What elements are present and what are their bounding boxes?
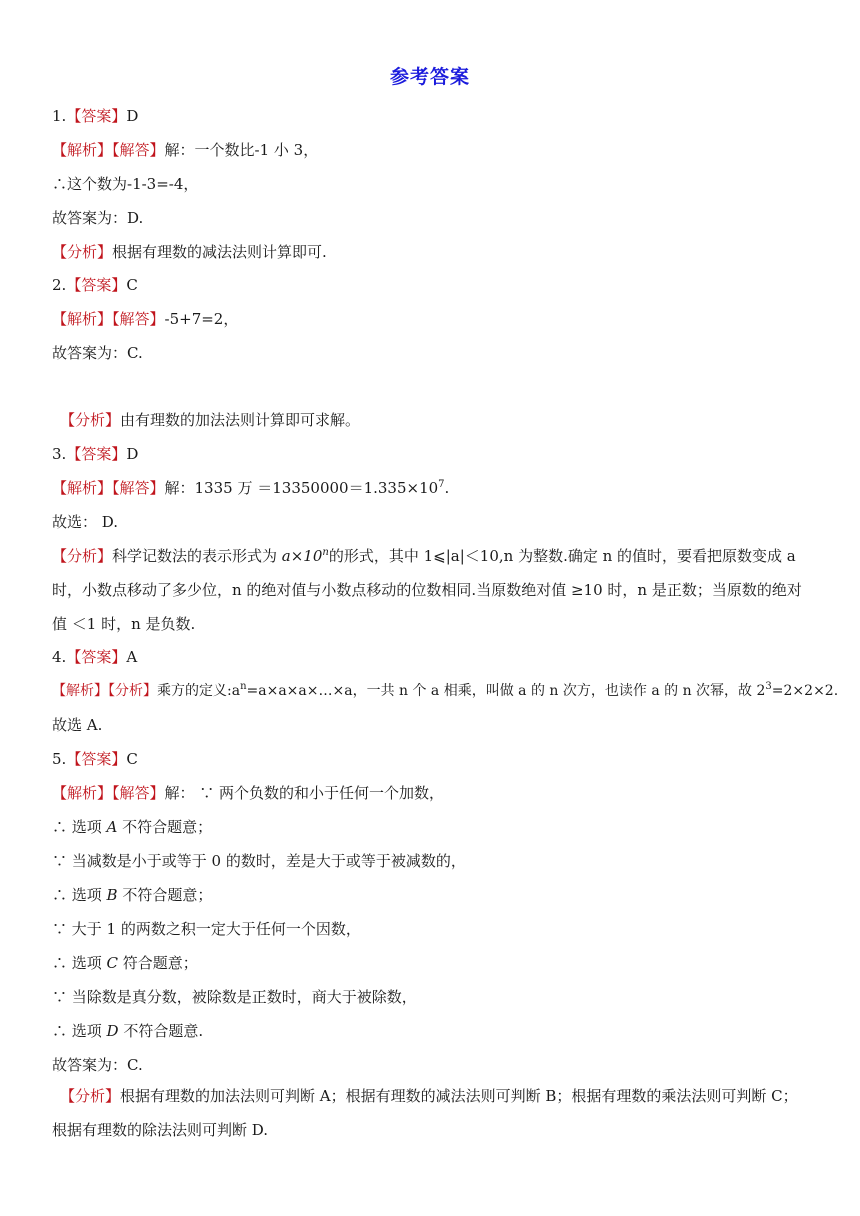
q3-solution-tag: 【解析】【解答】: [52, 479, 165, 497]
q2-analysis-tag: 【分析】: [60, 411, 121, 429]
q3-exponent: 7: [438, 479, 445, 490]
q5-option-c-result: 符合题意；: [118, 954, 198, 972]
q2-analysis-text: 由有理数的加法法则计算即可求解。: [120, 411, 361, 429]
q5-answer: C: [126, 750, 138, 768]
q5-option-b-line: [52, 885, 212, 905]
q3-answer-tag: 【答案】: [66, 445, 127, 463]
q5-analysis-paragraph: [52, 1079, 804, 1147]
q5-option-d-line: [52, 1021, 203, 1041]
q4-solution-text-b: =a×a×a×…×a，一共 n 个 a 相乘，叫做 a 的 n 次方，也读作 a 的 n 次幂，故 2: [246, 683, 766, 699]
q5-option-a-letter: A: [106, 818, 118, 836]
q5-reason-b: ∵ 当减数是小于或等于 0 的数时，差是大于或等于被减数的，: [52, 852, 466, 870]
q1-answer-line: [52, 106, 138, 126]
q4-solution-text-c: =2×2×2.: [771, 683, 839, 699]
q5-option-c-letter: C: [106, 954, 119, 972]
q5-analysis-text: 根据有理数的加法法则可判断 A；根据有理数的减法法则可判断 B；根据有理数的乘法法则可判断 C；根据有理数的除法法则可判断 D.: [52, 1087, 798, 1139]
q3-analysis-tag: 【分析】: [52, 547, 113, 565]
q4-conclusion: 故选 A.: [52, 716, 103, 734]
q1-analysis-tag: 【分析】: [52, 243, 113, 261]
q3-conclusion: 故选： D.: [52, 513, 119, 531]
q1-number: 1.: [52, 107, 67, 125]
q2-number: 2.: [52, 276, 67, 294]
q5-option-a-prefix: ∴ 选项: [52, 818, 107, 836]
q1-solution-tag: 【解析】【解答】: [52, 141, 165, 159]
q4-solution-tag: 【解析】【分析】: [52, 683, 157, 699]
q3-analysis-text-a: 科学记数法的表示形式为: [112, 547, 278, 565]
q3-analysis-text-b: 的形式，其中 1⩽|a|＜10,n 为整数.确定 n 的值时，要看把原数变成 a 时，小数点移动了多少位，n 的绝对值与小数点移动的位数相同.当原数绝对值 ≥10 时，n 是正数；当原数的绝对值 ＜1 时，n 是负数.: [52, 547, 802, 633]
q5-option-b-result: 不符合题意；: [117, 886, 213, 904]
q1-analysis-line: [52, 242, 327, 262]
q5-option-d-letter: D: [106, 1022, 119, 1040]
q3-analysis-formula: a×10: [277, 547, 323, 565]
q2-solution-line: [52, 309, 238, 329]
q2-solution-text: -5+7=2，: [164, 310, 239, 328]
q5-number: 5.: [52, 750, 67, 768]
q5-solution-tag: 【解析】【解答】: [52, 784, 165, 802]
q3-number: 3.: [52, 445, 67, 463]
q5-answer-line: [52, 749, 138, 769]
q4-solution-line: [52, 681, 838, 701]
q1-step: ∴这个数为-1-3=-4，: [52, 175, 199, 193]
q1-analysis-text: 根据有理数的减法法则计算即可.: [112, 243, 327, 261]
q3-solution-line: [52, 478, 449, 498]
q4-exponent-n: n: [240, 681, 247, 692]
q2-analysis-line: [60, 410, 360, 430]
q1-solution-text: 解：一个数比-1 小 3，: [164, 141, 319, 159]
q2-conclusion: 故答案为：C.: [52, 344, 143, 362]
q4-number: 4.: [52, 648, 67, 666]
q5-option-d-result: 不符合题意.: [118, 1022, 204, 1040]
q3-analysis-paragraph: [52, 539, 808, 641]
q5-option-a-line: [52, 817, 212, 837]
q4-exponent-3: 3: [765, 681, 772, 692]
q5-option-c-line: [52, 953, 198, 973]
q5-reason-d: ∵ 当除数是真分数，被除数是正数时，商大于被除数，: [52, 988, 417, 1006]
q1-answer-tag: 【答案】: [66, 107, 127, 125]
q1-conclusion: 故答案为：D.: [52, 209, 144, 227]
q4-answer-tag: 【答案】: [66, 648, 127, 666]
q5-reason-c: ∵ 大于 1 的两数之积一定大于任何一个因数，: [52, 920, 361, 938]
q4-answer-line: [52, 647, 137, 667]
q1-answer: D: [126, 107, 139, 125]
q5-analysis-tag: 【分析】: [60, 1087, 121, 1105]
q5-option-a-result: 不符合题意；: [117, 818, 213, 836]
q5-conclusion: 故答案为：C.: [52, 1056, 143, 1074]
q1-solution-line: [52, 140, 318, 160]
q5-solution-line: [52, 783, 444, 803]
q3-solution-period: .: [444, 479, 450, 497]
q5-option-b-letter: B: [106, 886, 118, 904]
q5-option-b-prefix: ∴ 选项: [52, 886, 107, 904]
q3-answer: D: [126, 445, 139, 463]
q3-answer-line: [52, 444, 138, 464]
q4-solution-text-a: 乘方的定义:a: [157, 683, 241, 699]
q5-solution-text: 解： ∵ 两个负数的和小于任何一个加数，: [164, 784, 445, 802]
q2-answer-line: [52, 275, 138, 295]
q3-solution-text: 解：1335 万 ＝13350000＝1.335×10: [164, 479, 439, 497]
q5-option-c-prefix: ∴ 选项: [52, 954, 107, 972]
q2-answer-tag: 【答案】: [66, 276, 127, 294]
q4-answer: A: [126, 648, 138, 666]
page-title: 参考答案: [389, 66, 470, 88]
q3-analysis-exponent: n: [322, 547, 329, 558]
q5-option-d-prefix: ∴ 选项: [52, 1022, 107, 1040]
q2-answer: C: [126, 276, 138, 294]
q5-answer-tag: 【答案】: [66, 750, 127, 768]
q2-solution-tag: 【解析】【解答】: [52, 310, 165, 328]
